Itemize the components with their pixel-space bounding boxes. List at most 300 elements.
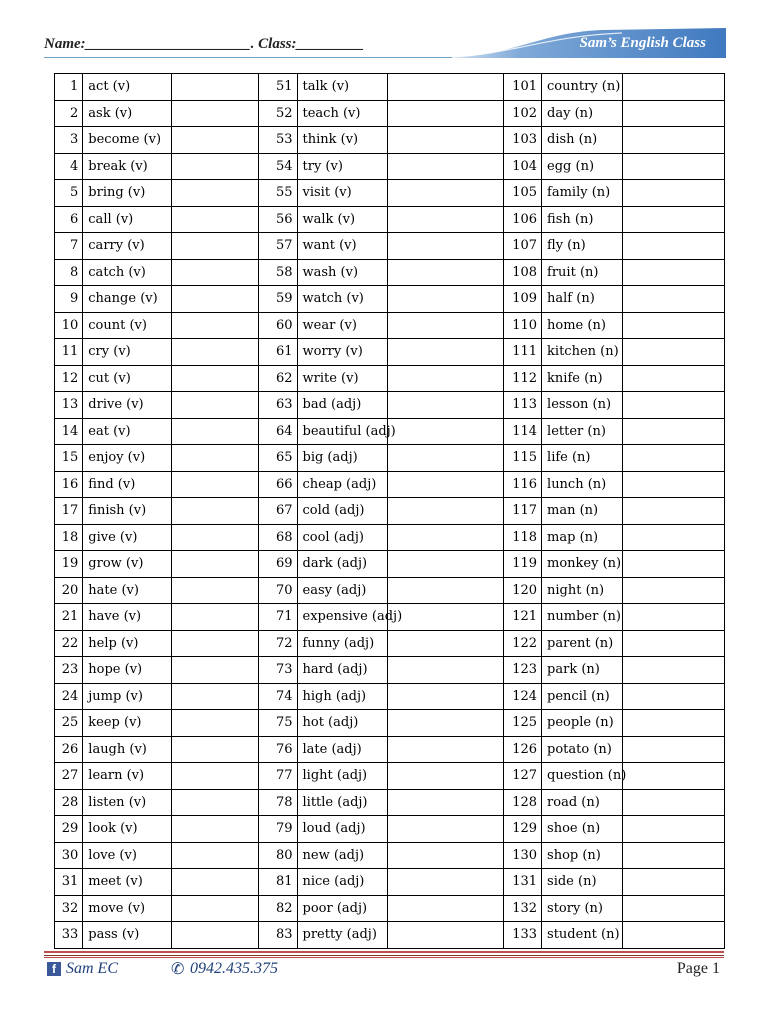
answer-cell[interactable] <box>388 312 503 339</box>
word-number: 32 <box>55 895 83 922</box>
answer-cell[interactable] <box>172 816 259 843</box>
table-row <box>55 392 725 419</box>
word-number: 123 <box>503 657 541 684</box>
word-number: 109 <box>503 286 541 313</box>
word-number: 56 <box>259 206 297 233</box>
vocabulary-word: life (n) <box>542 445 623 472</box>
table-row <box>55 577 725 604</box>
word-number: 53 <box>259 127 297 154</box>
vocabulary-word: hot (adj) <box>297 710 388 737</box>
table-row <box>55 869 725 896</box>
answer-cell[interactable] <box>172 180 259 207</box>
answer-cell[interactable] <box>622 922 724 949</box>
word-number: 6 <box>55 206 83 233</box>
vocabulary-word: half (n) <box>542 286 623 313</box>
vocabulary-word: wear (v) <box>297 312 388 339</box>
word-number: 21 <box>55 604 83 631</box>
table-row <box>55 842 725 869</box>
answer-cell[interactable] <box>388 683 503 710</box>
answer-cell[interactable] <box>622 816 724 843</box>
word-number: 18 <box>55 524 83 551</box>
answer-cell[interactable] <box>622 127 724 154</box>
answer-cell[interactable] <box>622 153 724 180</box>
vocabulary-word: hard (adj) <box>297 657 388 684</box>
table-row <box>55 551 725 578</box>
answer-cell[interactable] <box>172 233 259 260</box>
vocabulary-word: think (v) <box>297 127 388 154</box>
table-row <box>55 895 725 922</box>
answer-cell[interactable] <box>172 763 259 790</box>
vocabulary-word: side (n) <box>542 869 623 896</box>
word-number: 101 <box>503 74 541 101</box>
vocabulary-word: fish (n) <box>542 206 623 233</box>
vocabulary-word: fruit (n) <box>542 259 623 286</box>
table-row <box>55 365 725 392</box>
answer-cell[interactable] <box>388 153 503 180</box>
answer-cell[interactable] <box>388 922 503 949</box>
answer-cell[interactable] <box>388 74 503 101</box>
word-number: 70 <box>259 577 297 604</box>
word-number: 127 <box>503 763 541 790</box>
vocabulary-word: wash (v) <box>297 259 388 286</box>
answer-cell[interactable] <box>388 816 503 843</box>
word-number: 78 <box>259 789 297 816</box>
word-number: 118 <box>503 524 541 551</box>
vocabulary-word: learn (v) <box>83 763 172 790</box>
table-row <box>55 180 725 207</box>
answer-cell[interactable] <box>172 630 259 657</box>
vocabulary-word: late (adj) <box>297 736 388 763</box>
vocabulary-word: map (n) <box>542 524 623 551</box>
answer-cell[interactable] <box>388 842 503 869</box>
vocabulary-word: cold (adj) <box>297 498 388 525</box>
vocabulary-word: try (v) <box>297 153 388 180</box>
answer-cell[interactable] <box>388 498 503 525</box>
table-row <box>55 127 725 154</box>
word-number: 9 <box>55 286 83 313</box>
answer-cell[interactable] <box>622 710 724 737</box>
table-row <box>55 206 725 233</box>
vocabulary-word: shoe (n) <box>542 816 623 843</box>
vocabulary-word: light (adj) <box>297 763 388 790</box>
table-row <box>55 736 725 763</box>
answer-cell[interactable] <box>172 604 259 631</box>
word-number: 63 <box>259 392 297 419</box>
answer-cell[interactable] <box>622 100 724 127</box>
vocabulary-word: cut (v) <box>83 365 172 392</box>
word-number: 103 <box>503 127 541 154</box>
word-number: 107 <box>503 233 541 260</box>
vocabulary-table <box>54 73 725 949</box>
answer-cell[interactable] <box>622 789 724 816</box>
footer-rule <box>44 955 724 956</box>
word-number: 22 <box>55 630 83 657</box>
answer-cell[interactable] <box>622 604 724 631</box>
answer-cell[interactable] <box>172 577 259 604</box>
table-row <box>55 418 725 445</box>
vocabulary-word: big (adj) <box>297 445 388 472</box>
answer-cell[interactable] <box>388 604 503 631</box>
answer-cell[interactable] <box>388 789 503 816</box>
answer-cell[interactable] <box>622 551 724 578</box>
vocabulary-word: fly (n) <box>542 233 623 260</box>
word-number: 57 <box>259 233 297 260</box>
facebook-name: Sam EC <box>66 960 118 977</box>
answer-cell[interactable] <box>388 710 503 737</box>
answer-cell[interactable] <box>388 206 503 233</box>
word-number: 59 <box>259 286 297 313</box>
page-footer <box>0 960 768 984</box>
vocabulary-word: man (n) <box>542 498 623 525</box>
answer-cell[interactable] <box>622 683 724 710</box>
table-row <box>55 339 725 366</box>
word-number: 131 <box>503 869 541 896</box>
footer-rule <box>44 957 724 958</box>
answer-cell[interactable] <box>172 683 259 710</box>
vocabulary-word: hope (v) <box>83 657 172 684</box>
answer-cell[interactable] <box>172 100 259 127</box>
word-number: 108 <box>503 259 541 286</box>
word-number: 58 <box>259 259 297 286</box>
table-row <box>55 816 725 843</box>
answer-cell[interactable] <box>172 259 259 286</box>
vocabulary-word: lesson (n) <box>542 392 623 419</box>
vocabulary-word: become (v) <box>83 127 172 154</box>
word-number: 23 <box>55 657 83 684</box>
answer-cell[interactable] <box>622 630 724 657</box>
vocabulary-word: pretty (adj) <box>297 922 388 949</box>
answer-cell[interactable] <box>172 524 259 551</box>
word-number: 112 <box>503 365 541 392</box>
word-number: 81 <box>259 869 297 896</box>
word-number: 83 <box>259 922 297 949</box>
answer-cell[interactable] <box>172 922 259 949</box>
word-number: 66 <box>259 471 297 498</box>
word-number: 75 <box>259 710 297 737</box>
answer-cell[interactable] <box>622 180 724 207</box>
answer-cell[interactable] <box>172 895 259 922</box>
vocabulary-word: pencil (n) <box>542 683 623 710</box>
vocabulary-word: monkey (n) <box>542 551 623 578</box>
answer-cell[interactable] <box>622 498 724 525</box>
vocabulary-word: knife (n) <box>542 365 623 392</box>
answer-cell[interactable] <box>622 312 724 339</box>
answer-cell[interactable] <box>622 418 724 445</box>
vocabulary-word: count (v) <box>83 312 172 339</box>
answer-cell[interactable] <box>172 551 259 578</box>
vocabulary-word: letter (n) <box>542 418 623 445</box>
table-row <box>55 233 725 260</box>
vocabulary-word: ask (v) <box>83 100 172 127</box>
vocabulary-word: want (v) <box>297 233 388 260</box>
vocabulary-word: poor (adj) <box>297 895 388 922</box>
word-number: 117 <box>503 498 541 525</box>
answer-cell[interactable] <box>388 657 503 684</box>
answer-cell[interactable] <box>172 471 259 498</box>
vocabulary-word: watch (v) <box>297 286 388 313</box>
phone-icon: ✆ <box>171 961 185 978</box>
vocabulary-rows <box>55 74 725 949</box>
vocabulary-word: grow (v) <box>83 551 172 578</box>
vocabulary-word: look (v) <box>83 816 172 843</box>
word-number: 104 <box>503 153 541 180</box>
answer-cell[interactable] <box>388 233 503 260</box>
word-number: 65 <box>259 445 297 472</box>
answer-cell[interactable] <box>388 392 503 419</box>
table-row <box>55 657 725 684</box>
answer-cell[interactable] <box>388 630 503 657</box>
word-number: 114 <box>503 418 541 445</box>
answer-cell[interactable] <box>388 551 503 578</box>
vocabulary-word: walk (v) <box>297 206 388 233</box>
word-number: 28 <box>55 789 83 816</box>
brand-banner <box>452 28 726 58</box>
vocabulary-word: write (v) <box>297 365 388 392</box>
answer-cell[interactable] <box>622 895 724 922</box>
phone-number: 0942.435.375 <box>190 960 278 977</box>
name-class-line: Name:______________________. Class:_________ <box>44 36 364 52</box>
vocabulary-word: break (v) <box>83 153 172 180</box>
vocabulary-word: cool (adj) <box>297 524 388 551</box>
vocabulary-word: beautiful (adj) <box>297 418 388 445</box>
word-number: 30 <box>55 842 83 869</box>
word-number: 4 <box>55 153 83 180</box>
word-number: 19 <box>55 551 83 578</box>
answer-cell[interactable] <box>172 312 259 339</box>
answer-cell[interactable] <box>388 180 503 207</box>
word-number: 74 <box>259 683 297 710</box>
word-number: 68 <box>259 524 297 551</box>
answer-cell[interactable] <box>172 365 259 392</box>
word-number: 124 <box>503 683 541 710</box>
word-number: 110 <box>503 312 541 339</box>
vocabulary-word: move (v) <box>83 895 172 922</box>
answer-cell[interactable] <box>388 339 503 366</box>
vocabulary-word: love (v) <box>83 842 172 869</box>
word-number: 5 <box>55 180 83 207</box>
word-number: 105 <box>503 180 541 207</box>
vocabulary-word: worry (v) <box>297 339 388 366</box>
vocabulary-word: hate (v) <box>83 577 172 604</box>
answer-cell[interactable] <box>388 100 503 127</box>
answer-cell[interactable] <box>172 153 259 180</box>
answer-cell[interactable] <box>622 657 724 684</box>
word-number: 26 <box>55 736 83 763</box>
answer-cell[interactable] <box>172 339 259 366</box>
word-number: 77 <box>259 763 297 790</box>
word-number: 106 <box>503 206 541 233</box>
vocabulary-word: little (adj) <box>297 789 388 816</box>
vocabulary-word: call (v) <box>83 206 172 233</box>
word-number: 64 <box>259 418 297 445</box>
word-number: 51 <box>259 74 297 101</box>
answer-cell[interactable] <box>388 365 503 392</box>
table-row <box>55 498 725 525</box>
word-number: 71 <box>259 604 297 631</box>
vocabulary-word: visit (v) <box>297 180 388 207</box>
footer-rule <box>44 951 724 953</box>
word-number: 20 <box>55 577 83 604</box>
word-number: 116 <box>503 471 541 498</box>
vocabulary-word: dish (n) <box>542 127 623 154</box>
vocabulary-word: cry (v) <box>83 339 172 366</box>
word-number: 55 <box>259 180 297 207</box>
answer-cell[interactable] <box>388 286 503 313</box>
word-number: 52 <box>259 100 297 127</box>
vocabulary-word: jump (v) <box>83 683 172 710</box>
vocabulary-word: pass (v) <box>83 922 172 949</box>
answer-cell[interactable] <box>172 392 259 419</box>
vocabulary-word: enjoy (v) <box>83 445 172 472</box>
word-number: 11 <box>55 339 83 366</box>
word-number: 125 <box>503 710 541 737</box>
answer-cell[interactable] <box>388 445 503 472</box>
answer-cell[interactable] <box>172 736 259 763</box>
vocabulary-word: eat (v) <box>83 418 172 445</box>
word-number: 119 <box>503 551 541 578</box>
answer-cell[interactable] <box>172 206 259 233</box>
table-row <box>55 100 725 127</box>
answer-cell[interactable] <box>622 577 724 604</box>
word-number: 13 <box>55 392 83 419</box>
answer-cell[interactable] <box>172 286 259 313</box>
word-number: 31 <box>55 869 83 896</box>
word-number: 62 <box>259 365 297 392</box>
table-row <box>55 789 725 816</box>
table-row <box>55 286 725 313</box>
vocabulary-word: potato (n) <box>542 736 623 763</box>
word-number: 122 <box>503 630 541 657</box>
answer-cell[interactable] <box>388 577 503 604</box>
vocabulary-word: dark (adj) <box>297 551 388 578</box>
answer-cell[interactable] <box>622 763 724 790</box>
vocabulary-word: help (v) <box>83 630 172 657</box>
word-number: 60 <box>259 312 297 339</box>
answer-cell[interactable] <box>172 869 259 896</box>
vocabulary-word: home (n) <box>542 312 623 339</box>
answer-cell[interactable] <box>388 895 503 922</box>
vocabulary-word: high (adj) <box>297 683 388 710</box>
table-row <box>55 630 725 657</box>
word-number: 132 <box>503 895 541 922</box>
word-number: 76 <box>259 736 297 763</box>
answer-cell[interactable] <box>622 524 724 551</box>
answer-cell[interactable] <box>388 869 503 896</box>
vocabulary-word: question (n) <box>542 763 623 790</box>
answer-cell[interactable] <box>388 127 503 154</box>
table-row <box>55 683 725 710</box>
word-number: 130 <box>503 842 541 869</box>
answer-cell[interactable] <box>172 657 259 684</box>
vocabulary-word: people (n) <box>542 710 623 737</box>
word-number: 1 <box>55 74 83 101</box>
vocabulary-word: expensive (adj) <box>297 604 388 631</box>
vocabulary-word: teach (v) <box>297 100 388 127</box>
vocabulary-word: nice (adj) <box>297 869 388 896</box>
answer-cell[interactable] <box>388 524 503 551</box>
answer-cell[interactable] <box>388 736 503 763</box>
word-number: 25 <box>55 710 83 737</box>
word-number: 113 <box>503 392 541 419</box>
vocabulary-word: laugh (v) <box>83 736 172 763</box>
vocabulary-word: number (n) <box>542 604 623 631</box>
table-row <box>55 710 725 737</box>
word-number: 7 <box>55 233 83 260</box>
word-number: 10 <box>55 312 83 339</box>
word-number: 102 <box>503 100 541 127</box>
word-number: 2 <box>55 100 83 127</box>
vocabulary-word: day (n) <box>542 100 623 127</box>
answer-cell[interactable] <box>172 498 259 525</box>
table-row <box>55 74 725 101</box>
answer-cell[interactable] <box>172 127 259 154</box>
answer-cell[interactable] <box>622 471 724 498</box>
answer-cell[interactable] <box>622 736 724 763</box>
vocabulary-word: family (n) <box>542 180 623 207</box>
vocabulary-word: new (adj) <box>297 842 388 869</box>
answer-cell[interactable] <box>172 418 259 445</box>
vocabulary-word: bring (v) <box>83 180 172 207</box>
table-row <box>55 471 725 498</box>
answer-cell[interactable] <box>622 286 724 313</box>
word-number: 79 <box>259 816 297 843</box>
vocabulary-word: give (v) <box>83 524 172 551</box>
answer-cell[interactable] <box>388 418 503 445</box>
answer-cell[interactable] <box>622 259 724 286</box>
answer-cell[interactable] <box>622 206 724 233</box>
vocabulary-word: parent (n) <box>542 630 623 657</box>
vocabulary-word: listen (v) <box>83 789 172 816</box>
table-row <box>55 524 725 551</box>
word-number: 72 <box>259 630 297 657</box>
answer-cell[interactable] <box>622 365 724 392</box>
answer-cell[interactable] <box>388 471 503 498</box>
word-number: 17 <box>55 498 83 525</box>
answer-cell[interactable] <box>172 789 259 816</box>
word-number: 14 <box>55 418 83 445</box>
answer-cell[interactable] <box>622 233 724 260</box>
vocabulary-word: student (n) <box>542 922 623 949</box>
answer-cell[interactable] <box>622 339 724 366</box>
word-number: 15 <box>55 445 83 472</box>
vocabulary-word: road (n) <box>542 789 623 816</box>
answer-cell[interactable] <box>172 842 259 869</box>
word-number: 16 <box>55 471 83 498</box>
word-number: 121 <box>503 604 541 631</box>
vocabulary-word: find (v) <box>83 471 172 498</box>
answer-cell[interactable] <box>172 445 259 472</box>
answer-cell[interactable] <box>622 842 724 869</box>
table-row <box>55 312 725 339</box>
answer-cell[interactable] <box>388 763 503 790</box>
word-number: 69 <box>259 551 297 578</box>
answer-cell[interactable] <box>622 392 724 419</box>
answer-cell[interactable] <box>622 445 724 472</box>
word-number: 111 <box>503 339 541 366</box>
vocabulary-word: keep (v) <box>83 710 172 737</box>
vocabulary-word: change (v) <box>83 286 172 313</box>
answer-cell[interactable] <box>172 710 259 737</box>
answer-cell[interactable] <box>172 74 259 101</box>
word-number: 67 <box>259 498 297 525</box>
table-row <box>55 153 725 180</box>
answer-cell[interactable] <box>622 74 724 101</box>
table-row <box>55 259 725 286</box>
answer-cell[interactable] <box>388 259 503 286</box>
vocabulary-word: easy (adj) <box>297 577 388 604</box>
vocabulary-word: act (v) <box>83 74 172 101</box>
answer-cell[interactable] <box>622 869 724 896</box>
